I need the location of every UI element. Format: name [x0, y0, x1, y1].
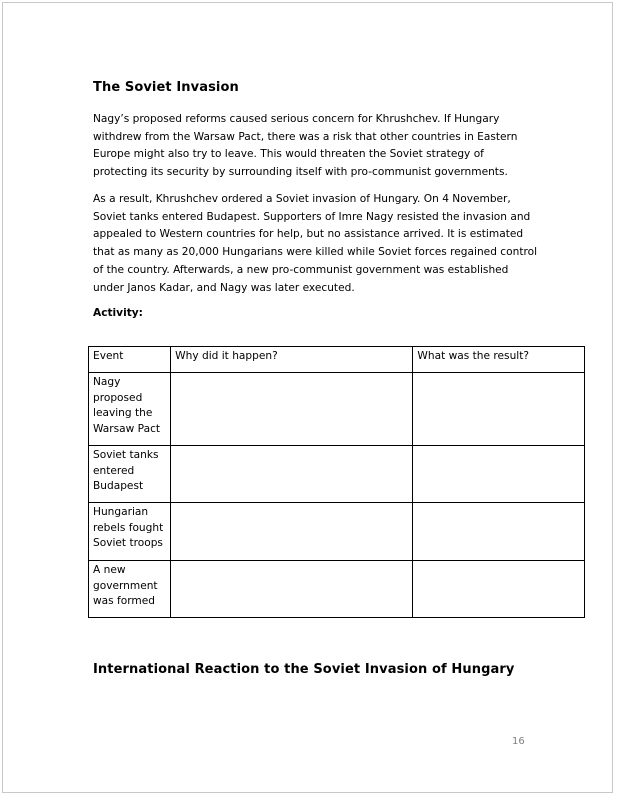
column-header-event: Event: [89, 347, 171, 373]
section-heading-international-reaction: International Reaction to the Soviet Invasion of Hungary: [93, 662, 515, 677]
paragraph-2: [93, 191, 538, 297]
paragraph-line: protecting its security by surrounding itself with pro-communist governments.: [93, 166, 508, 179]
event-cell: Hungarian rebels fought Soviet troops: [89, 503, 171, 561]
why-cell[interactable]: [171, 503, 413, 561]
paragraph-line: Nagy’s proposed reforms caused serious concern for Khrushchev. If Hungary: [93, 113, 500, 125]
paragraph-line: As a result, Khrushchev ordered a Soviet invasion of Hungary. On 4 November,: [93, 193, 511, 205]
document-page: [2, 2, 613, 793]
paragraph-1: [93, 111, 533, 182]
section-heading-soviet-invasion: The Soviet Invasion: [93, 80, 239, 95]
result-cell[interactable]: [413, 446, 585, 503]
paragraph-line: that as many as 20,000 Hungarians were killed while Soviet forces regained control: [93, 246, 538, 259]
column-header-result: What was the result?: [413, 347, 585, 373]
result-cell[interactable]: [413, 373, 585, 446]
paragraph-line: under Janos Kadar, and Nagy was later executed.: [93, 281, 355, 294]
result-cell[interactable]: [413, 561, 585, 618]
page-number: 16: [512, 736, 525, 747]
table-row: [89, 373, 585, 446]
column-header-why: Why did it happen?: [171, 347, 413, 373]
activity-label: Activity:: [93, 307, 143, 319]
paragraph-line: Europe might also try to leave. This would threaten the Soviet strategy of: [93, 148, 484, 161]
paragraph-line: withdrew from the Warsaw Pact, there was a risk that other countries in Eastern: [93, 130, 518, 143]
paragraph-line: Soviet tanks entered Budapest. Supporters of Imre Nagy resisted the invasion and: [93, 210, 531, 223]
activity-table: [88, 346, 585, 618]
result-cell[interactable]: [413, 503, 585, 561]
table-row: [89, 446, 585, 503]
table-header-row: [89, 347, 585, 373]
paragraph-line: of the country. Afterwards, a new pro-communist government was established: [93, 263, 509, 276]
event-cell: Nagy proposed leaving the Warsaw Pact: [89, 373, 171, 446]
event-cell: A new government was formed: [89, 561, 171, 618]
event-cell: Soviet tanks entered Budapest: [89, 446, 171, 503]
table-row: [89, 561, 585, 618]
why-cell[interactable]: [171, 561, 413, 618]
why-cell[interactable]: [171, 373, 413, 446]
why-cell[interactable]: [171, 446, 413, 503]
paragraph-line: appealed to Western countries for help, but no assistance arrived. It is estimated: [93, 228, 524, 241]
table-row: [89, 503, 585, 561]
